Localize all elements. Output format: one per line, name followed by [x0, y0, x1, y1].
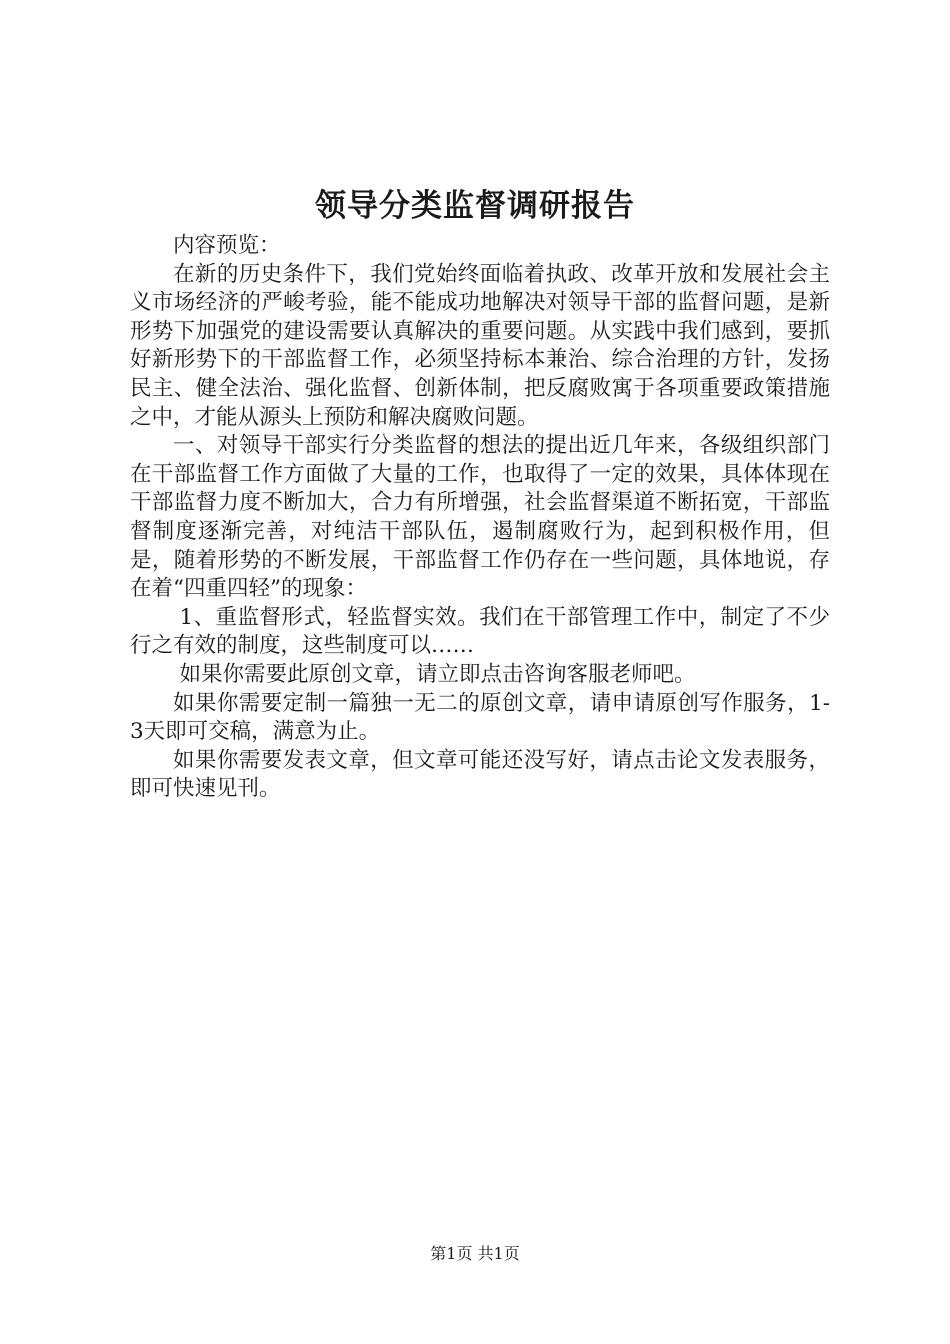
paragraph-intro: 在新的历史条件下，我们党始终面临着执政、改革开放和发展社会主义市场经济的严峻考验，能不能成功地解决对领导干部的监督问题，是新形势下加强党的建设需要认真解决的重要问题。从实践中我们感到，要抓好新形势下的干部监督工作，必须坚持标本兼治、综合治理的方针，发扬民主、健全法治、强化监督、创新体制，把反腐败寓于各项重要政策措施之中，才能从源头上预防和解决腐败问题。	[130, 261, 830, 430]
preview-label: 内容预览：	[173, 233, 281, 258]
document-title: 领导分类监督调研报告	[315, 188, 635, 224]
paragraph-cta-custom: 如果你需要定制一篇独一无二的原创文章，请申请原创写作服务，1-3天即可交稿，满意为止。	[130, 690, 830, 745]
paragraph-section-one: 一、对领导干部实行分类监督的想法的提出近几年来，各级组织部门在干部监督工作方面做了大量的工作，也取得了一定的效果，具体体现在干部监督力度不断加大，合力有所增强，社会监督渠道不断拓宽，干部监督制度逐渐完善，对纯洁干部队伍，遏制腐败行为，起到积极作用，但是，随着形势的不断发展，干部监督工作仍存在一些问题，具体地说，存在着“四重四轻”的现象：	[130, 433, 830, 602]
document-body	[130, 232, 830, 804]
paragraph-cta-consult: 如果你需要此原创文章，请立即点击咨询客服老师吧。	[179, 661, 696, 687]
paragraph-cta-publish: 如果你需要发表文章，但文章可能还没写好，请点击论文发表服务，即可快速见刊。	[130, 747, 830, 802]
page-footer: 第1页 共1页	[430, 1244, 520, 1263]
paragraph-list-item-one: 1、重监督形式，轻监督实效。我们在干部管理工作中，制定了不少行之有效的制度，这些制度可以……	[130, 604, 830, 659]
